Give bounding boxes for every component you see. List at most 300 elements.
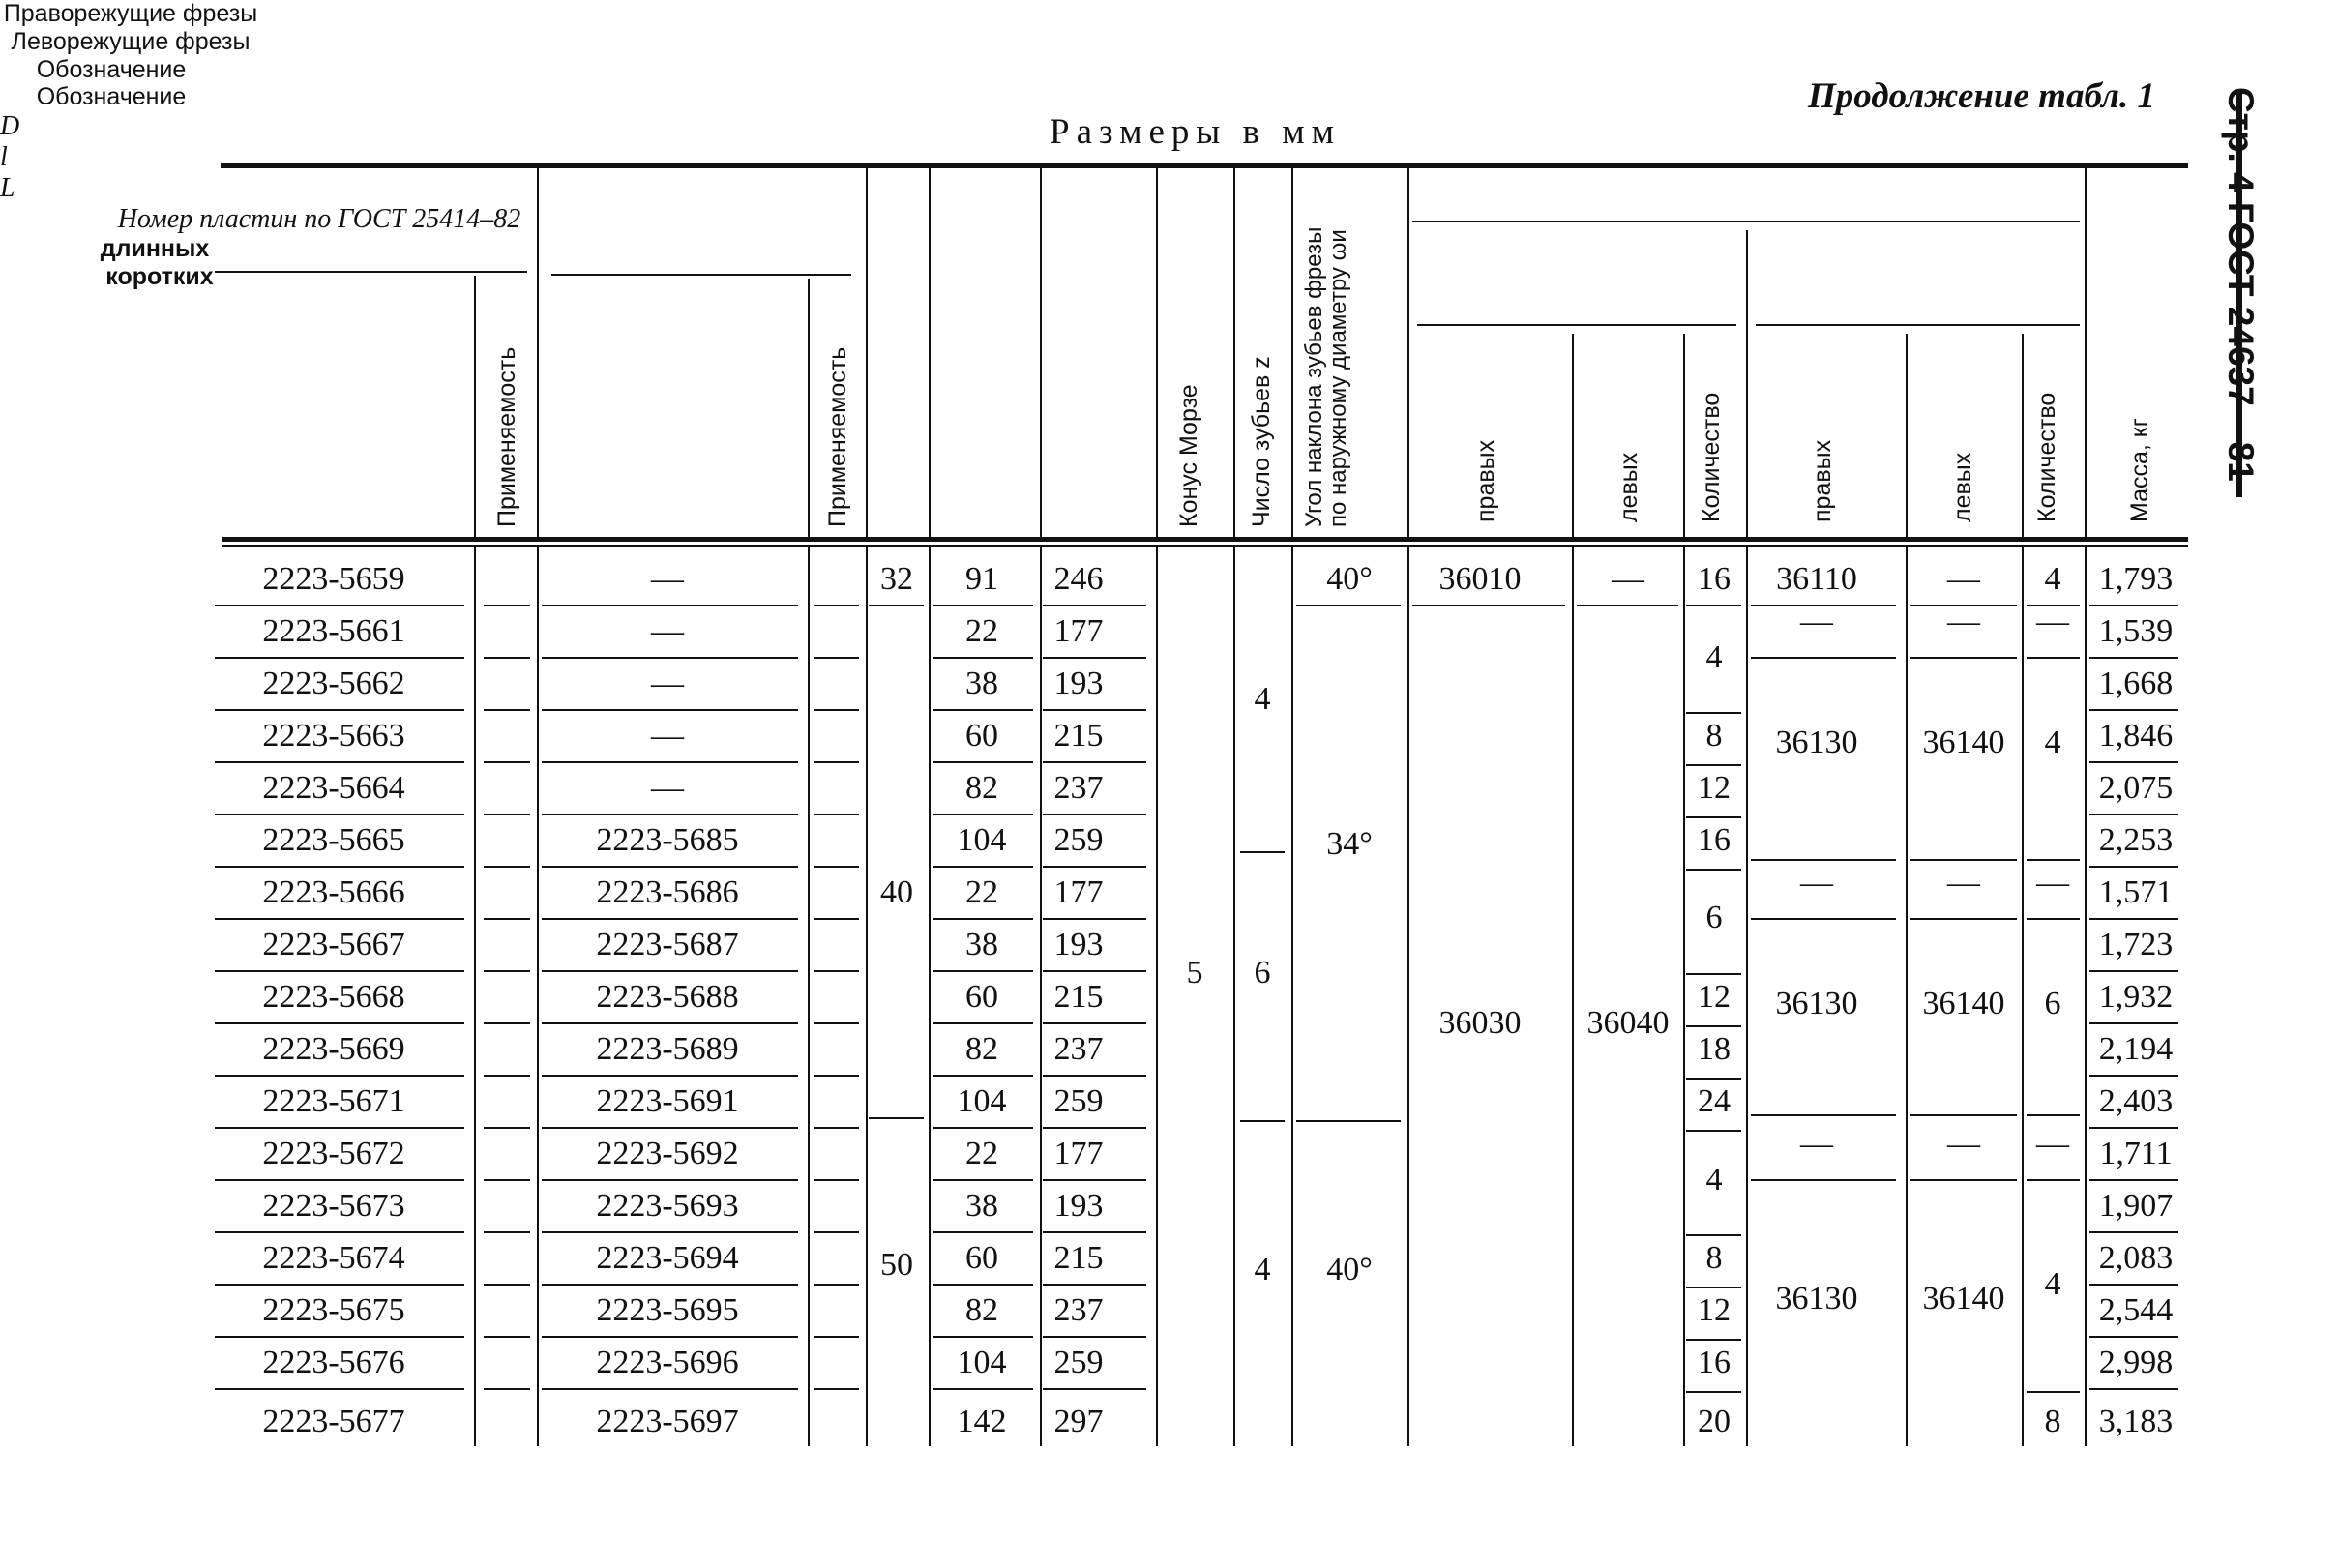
length-L: 177 xyxy=(1053,1136,1104,1171)
left-designation: 2223-5687 xyxy=(596,927,739,962)
column-rule xyxy=(537,547,539,1446)
header-L: L xyxy=(0,173,15,203)
table-rule xyxy=(542,1388,798,1390)
length-l: 38 xyxy=(965,1188,998,1224)
table-rule xyxy=(1043,1127,1146,1129)
table-rule xyxy=(484,1336,530,1338)
table-rule xyxy=(542,761,798,763)
length-L: 215 xyxy=(1053,718,1104,754)
table-rule xyxy=(215,1127,464,1129)
table-rule xyxy=(933,657,1033,659)
table-rule xyxy=(1686,712,1741,714)
left-designation: 2223-5693 xyxy=(596,1188,739,1224)
table-rule xyxy=(222,537,2188,542)
short-right-a: 36130 xyxy=(1775,725,1858,760)
long-qty: 16 xyxy=(1698,561,1731,597)
mass-value: 2,253 xyxy=(2098,822,2174,858)
table-rule xyxy=(542,970,798,972)
header-plates: Номер пластин по ГОСТ 25414–82 xyxy=(117,204,521,234)
mass-value: 2,194 xyxy=(2098,1031,2174,1067)
table-rule xyxy=(215,761,464,763)
table-rule xyxy=(484,1075,530,1077)
table-rule xyxy=(484,1127,530,1129)
right-designation: 2223-5661 xyxy=(262,613,405,649)
table-rule xyxy=(1043,918,1146,920)
table-rule xyxy=(2089,970,2178,972)
header-short: коротких xyxy=(105,262,214,290)
table-rule xyxy=(221,163,2188,168)
table-rule xyxy=(1043,1336,1146,1338)
short-left-a: 36140 xyxy=(1922,725,2005,760)
table-rule xyxy=(222,545,2188,547)
table-rule xyxy=(869,1117,924,1119)
table-rule xyxy=(542,605,798,606)
table-rule xyxy=(814,605,859,606)
table-rule xyxy=(215,814,464,815)
table-rule xyxy=(814,814,859,815)
table-rule xyxy=(484,970,530,972)
header-applicability-left: Применяемость xyxy=(824,346,851,527)
table-rule xyxy=(2089,1127,2178,1129)
table-rule xyxy=(1043,970,1146,972)
table-rule xyxy=(2027,1179,2080,1181)
short-left-dash: — xyxy=(1947,604,1980,639)
table-rule xyxy=(1751,1179,1896,1181)
column-rule xyxy=(1291,547,1293,1446)
table-rule xyxy=(484,709,530,711)
length-L: 193 xyxy=(1053,666,1104,701)
header-D: D xyxy=(0,111,20,141)
long-qty: 4 xyxy=(1705,1162,1723,1198)
table-rule xyxy=(551,274,851,276)
table-rule xyxy=(215,866,464,868)
table-rule xyxy=(215,709,464,711)
table-rule xyxy=(933,866,1033,868)
length-l: 104 xyxy=(957,1083,1007,1119)
table-rule xyxy=(933,1179,1033,1181)
length-l: 60 xyxy=(965,1240,998,1276)
table-rule xyxy=(1686,816,1741,818)
length-l: 22 xyxy=(965,1136,998,1171)
header-left-mills: Леворежущие фрезы xyxy=(11,27,251,55)
table-rule xyxy=(542,709,798,711)
table-rule xyxy=(814,1022,859,1024)
length-l: 91 xyxy=(965,561,998,597)
table-rule xyxy=(542,1179,798,1181)
left-designation: 2223-5696 xyxy=(596,1345,739,1380)
length-l: 142 xyxy=(957,1404,1007,1439)
column-rule xyxy=(474,276,476,537)
table-rule xyxy=(814,1127,859,1129)
short-qty-dash: — xyxy=(2036,604,2069,639)
table-rule xyxy=(2089,918,2178,920)
left-designation: — xyxy=(651,666,684,701)
continuation-caption: Продолжение табл. 1 xyxy=(1808,76,2155,116)
table-rule xyxy=(2089,866,2178,868)
diameter-40: 40 xyxy=(880,874,913,910)
long-qty: 16 xyxy=(1698,1345,1731,1380)
teeth-4-top: 4 xyxy=(1254,681,1271,717)
mass-value: 2,998 xyxy=(2098,1345,2174,1380)
table-rule xyxy=(542,1231,798,1233)
header-applicability-right: Применяемость xyxy=(493,346,520,527)
table-rule xyxy=(814,1231,859,1233)
angle-40-bottom: 40° xyxy=(1326,1252,1373,1287)
long-right-first: 36010 xyxy=(1438,561,1522,597)
diameter-32: 32 xyxy=(880,561,913,597)
page-side-label: Стр. 4 ГОСТ 24637—81 xyxy=(2221,87,2261,482)
table-rule xyxy=(215,1075,464,1077)
table-rule xyxy=(1043,1075,1146,1077)
table-rule xyxy=(215,1388,464,1390)
right-designation: 2223-5674 xyxy=(262,1240,405,1276)
column-rule xyxy=(1572,547,1574,1446)
table-rule xyxy=(1751,918,1896,920)
table-rule xyxy=(484,814,530,815)
mass-value: 2,083 xyxy=(2098,1240,2174,1276)
table-rule xyxy=(1910,859,2017,861)
table-rule xyxy=(1296,1120,1401,1122)
table-rule xyxy=(542,1127,798,1129)
length-L: 246 xyxy=(1053,561,1104,597)
column-rule xyxy=(929,163,931,537)
short-right-dash: — xyxy=(1800,865,1833,901)
column-rule xyxy=(1156,547,1158,1446)
mass-value: 2,403 xyxy=(2098,1083,2174,1119)
table-rule xyxy=(1751,657,1896,659)
short-qty-dash: — xyxy=(2036,1126,2069,1162)
length-l: 82 xyxy=(965,770,998,806)
long-qty: 24 xyxy=(1698,1083,1731,1119)
column-rule xyxy=(808,547,810,1446)
table-rule xyxy=(484,605,530,606)
table-rule xyxy=(215,970,464,972)
right-designation: 2223-5663 xyxy=(262,718,405,754)
column-rule xyxy=(2085,163,2087,537)
teeth-4-bottom: 4 xyxy=(1254,1252,1271,1287)
left-designation: — xyxy=(651,718,684,754)
table-rule xyxy=(2089,657,2178,659)
table-rule xyxy=(933,1388,1033,1390)
table-rule xyxy=(814,970,859,972)
mass-value: 1,793 xyxy=(2098,561,2174,597)
table-rule xyxy=(2089,761,2178,763)
header-teeth: Число зубьев z xyxy=(1248,356,1275,527)
table-rule xyxy=(1043,866,1146,868)
table-rule xyxy=(1043,1179,1146,1181)
table-rule xyxy=(1240,851,1285,853)
long-left-main: 36040 xyxy=(1586,1005,1670,1041)
table-rule xyxy=(1417,324,1736,326)
right-designation: 2223-5668 xyxy=(262,979,405,1015)
mass-value: 2,544 xyxy=(2098,1292,2174,1328)
length-l: 22 xyxy=(965,874,998,910)
table-rule xyxy=(933,970,1033,972)
table-rule xyxy=(933,1075,1033,1077)
left-designation: 2223-5689 xyxy=(596,1031,739,1067)
mass-value: 3,183 xyxy=(2098,1404,2174,1439)
length-l: 104 xyxy=(957,1345,1007,1380)
table-rule xyxy=(933,1127,1033,1129)
table-rule xyxy=(933,1022,1033,1024)
column-rule xyxy=(474,547,476,1446)
right-designation: 2223-5665 xyxy=(262,822,405,858)
table-rule xyxy=(933,918,1033,920)
table-rule xyxy=(1577,605,1678,606)
table-rule xyxy=(1686,1078,1741,1080)
mass-value: 1,539 xyxy=(2098,613,2174,649)
right-designation: 2223-5662 xyxy=(262,666,405,701)
table-rule xyxy=(2089,1075,2178,1077)
table-rule xyxy=(1043,709,1146,711)
short-left-dash: — xyxy=(1947,865,1980,901)
header-long-qty: Количество xyxy=(1698,392,1725,522)
table-rule xyxy=(484,866,530,868)
table-rule xyxy=(1686,973,1741,975)
table-rule xyxy=(1756,324,2080,326)
column-rule xyxy=(537,163,539,537)
length-L: 177 xyxy=(1053,874,1104,910)
short-right-first: 36110 xyxy=(1776,561,1857,597)
short-right-dash: — xyxy=(1800,604,1833,639)
left-designation: 2223-5686 xyxy=(596,874,739,910)
table-rule xyxy=(2089,814,2178,815)
table-rule xyxy=(1910,657,2017,659)
table-rule xyxy=(484,657,530,659)
mass-value: 1,711 xyxy=(2099,1136,2173,1171)
table-rule xyxy=(814,866,859,868)
mass-value: 1,723 xyxy=(2098,927,2174,962)
left-designation: 2223-5694 xyxy=(596,1240,739,1276)
table-rule xyxy=(933,761,1033,763)
angle-40-top: 40° xyxy=(1326,561,1373,597)
table-rule xyxy=(869,605,924,606)
long-qty: 12 xyxy=(1698,979,1731,1015)
table-rule xyxy=(484,761,530,763)
table-rule xyxy=(542,1075,798,1077)
left-designation: 2223-5685 xyxy=(596,822,739,858)
right-designation: 2223-5667 xyxy=(262,927,405,962)
long-qty: 8 xyxy=(1705,1240,1723,1276)
table-rule xyxy=(215,605,464,606)
table-rule xyxy=(215,1022,464,1024)
table-rule xyxy=(1910,918,2017,920)
table-rule xyxy=(1686,1234,1741,1236)
length-L: 193 xyxy=(1053,927,1104,962)
column-rule xyxy=(929,547,931,1446)
table-rule xyxy=(1910,1179,2017,1181)
length-L: 259 xyxy=(1053,1083,1104,1119)
right-designation: 2223-5666 xyxy=(262,874,405,910)
short-qty-b: 6 xyxy=(2044,986,2061,1021)
column-rule xyxy=(866,163,868,537)
table-rule xyxy=(1240,1120,1285,1122)
table-rule xyxy=(814,1075,859,1077)
right-designation: 2223-5659 xyxy=(262,561,405,597)
column-rule xyxy=(1407,547,1409,1446)
short-left-dash: — xyxy=(1947,1126,1980,1162)
table-rule xyxy=(2089,1179,2178,1181)
length-l: 60 xyxy=(965,718,998,754)
right-designation: 2223-5671 xyxy=(262,1083,405,1119)
left-designation: — xyxy=(651,770,684,806)
long-qty: 18 xyxy=(1698,1031,1731,1067)
column-rule xyxy=(866,547,868,1446)
table-rule xyxy=(2089,1231,2178,1233)
length-L: 297 xyxy=(1053,1404,1104,1439)
table-rule xyxy=(1412,221,2080,222)
long-qty: 20 xyxy=(1698,1404,1731,1439)
diameter-50: 50 xyxy=(880,1247,913,1283)
table-rule xyxy=(1043,1022,1146,1024)
table-rule xyxy=(2089,1284,2178,1286)
table-rule xyxy=(1910,1114,2017,1116)
table-rule xyxy=(542,1022,798,1024)
right-designation: 2223-5675 xyxy=(262,1292,405,1328)
short-left-c: 36140 xyxy=(1922,1281,2005,1317)
short-right-dash: — xyxy=(1800,1126,1833,1162)
table-rule xyxy=(1043,605,1146,606)
short-right-b: 36130 xyxy=(1775,986,1858,1021)
table-rule xyxy=(2027,1114,2080,1116)
table-rule xyxy=(1686,1287,1741,1288)
long-right-main: 36030 xyxy=(1438,1005,1522,1041)
table-rule xyxy=(1751,1114,1896,1116)
right-designation: 2223-5673 xyxy=(262,1188,405,1224)
morse-taper: 5 xyxy=(1186,955,1203,991)
table-rule xyxy=(814,709,859,711)
short-right-c: 36130 xyxy=(1775,1281,1858,1317)
header-short-right: правых xyxy=(1809,439,1836,522)
header-short-left: левых xyxy=(1949,452,1976,522)
column-rule xyxy=(1040,163,1042,537)
column-rule xyxy=(1746,230,1748,537)
length-l: 22 xyxy=(965,613,998,649)
table-rule xyxy=(215,1284,464,1286)
left-designation: 2223-5691 xyxy=(596,1083,739,1119)
header-long-left: левых xyxy=(1615,452,1643,522)
table-rule xyxy=(2027,657,2080,659)
table-rule xyxy=(933,1231,1033,1233)
table-rule xyxy=(215,918,464,920)
table-rule xyxy=(1686,1391,1741,1393)
mass-value: 1,932 xyxy=(2098,979,2174,1015)
column-rule xyxy=(2085,547,2087,1446)
table-rule xyxy=(2089,709,2178,711)
long-qty: 4 xyxy=(1705,639,1723,675)
column-rule xyxy=(1156,163,1158,537)
length-l: 38 xyxy=(965,927,998,962)
length-l: 82 xyxy=(965,1292,998,1328)
column-rule xyxy=(1746,547,1748,1446)
table-rule xyxy=(814,657,859,659)
table-rule xyxy=(2089,1388,2178,1390)
short-qty-a: 4 xyxy=(2044,725,2061,760)
length-l: 82 xyxy=(965,1031,998,1067)
short-qty-first: 4 xyxy=(2044,561,2061,597)
table-rule xyxy=(542,1336,798,1338)
table-rule xyxy=(484,1179,530,1181)
table-rule xyxy=(484,1388,530,1390)
right-designation: 2223-5672 xyxy=(262,1136,405,1171)
short-qty-last: 8 xyxy=(2044,1404,2061,1439)
table-rule xyxy=(542,657,798,659)
header-long: длинных xyxy=(100,235,210,263)
left-designation: 2223-5692 xyxy=(596,1136,739,1171)
length-L: 215 xyxy=(1053,979,1104,1015)
long-qty: 12 xyxy=(1698,1292,1731,1328)
table-rule xyxy=(215,1231,464,1233)
table-rule xyxy=(1686,764,1741,766)
header-designation-left: Обозначение xyxy=(36,83,187,111)
short-left-b: 36140 xyxy=(1922,986,2005,1021)
table-rule xyxy=(215,271,527,273)
mass-value: 1,907 xyxy=(2098,1188,2174,1224)
table-rule xyxy=(814,1284,859,1286)
column-rule xyxy=(1683,334,1685,537)
length-L: 237 xyxy=(1053,770,1104,806)
right-designation: 2223-5664 xyxy=(262,770,405,806)
length-l: 60 xyxy=(965,979,998,1015)
table-rule xyxy=(814,1179,859,1181)
table-rule xyxy=(933,814,1033,815)
table-rule xyxy=(484,1284,530,1286)
header-long-right: правых xyxy=(1472,439,1499,522)
table-rule xyxy=(933,1284,1033,1286)
mass-value: 2,075 xyxy=(2098,770,2174,806)
header-right-mills: Праворежущие фрезы xyxy=(3,0,258,27)
table-rule xyxy=(2089,605,2178,606)
column-rule xyxy=(2022,334,2024,537)
long-left-first: — xyxy=(1612,561,1644,597)
table-rule xyxy=(1686,1130,1741,1132)
table-rule xyxy=(1686,1025,1741,1027)
table-rule xyxy=(1043,1388,1146,1390)
header-morse: Конус Морзе xyxy=(1175,384,1202,527)
table-rule xyxy=(2027,859,2080,861)
mass-value: 1,571 xyxy=(2098,874,2174,910)
right-designation: 2223-5669 xyxy=(262,1031,405,1067)
table-rule xyxy=(933,1336,1033,1338)
long-qty: 16 xyxy=(1698,822,1731,858)
angle-34: 34° xyxy=(1326,826,1373,862)
table-rule xyxy=(1043,657,1146,659)
table-rule xyxy=(542,918,798,920)
left-designation: — xyxy=(651,561,684,597)
column-rule xyxy=(1906,334,1908,537)
left-designation: 2223-5688 xyxy=(596,979,739,1015)
header-l: l xyxy=(0,142,8,172)
mass-value: 1,668 xyxy=(2098,666,2174,701)
mass-value: 1,846 xyxy=(2098,718,2174,754)
table-rule xyxy=(2027,918,2080,920)
table-rule xyxy=(542,1284,798,1286)
column-rule xyxy=(808,279,810,537)
length-L: 215 xyxy=(1053,1240,1104,1276)
table-rule xyxy=(814,761,859,763)
table-rule xyxy=(1751,859,1896,861)
short-left-first: — xyxy=(1947,561,1980,597)
table-rule xyxy=(1412,605,1565,606)
column-rule xyxy=(1572,334,1574,537)
table-rule xyxy=(2089,1022,2178,1024)
right-designation: 2223-5677 xyxy=(262,1404,405,1439)
length-L: 237 xyxy=(1053,1031,1104,1067)
table-rule xyxy=(933,709,1033,711)
table-rule xyxy=(542,866,798,868)
length-L: 193 xyxy=(1053,1188,1104,1224)
left-designation: 2223-5697 xyxy=(596,1404,739,1439)
